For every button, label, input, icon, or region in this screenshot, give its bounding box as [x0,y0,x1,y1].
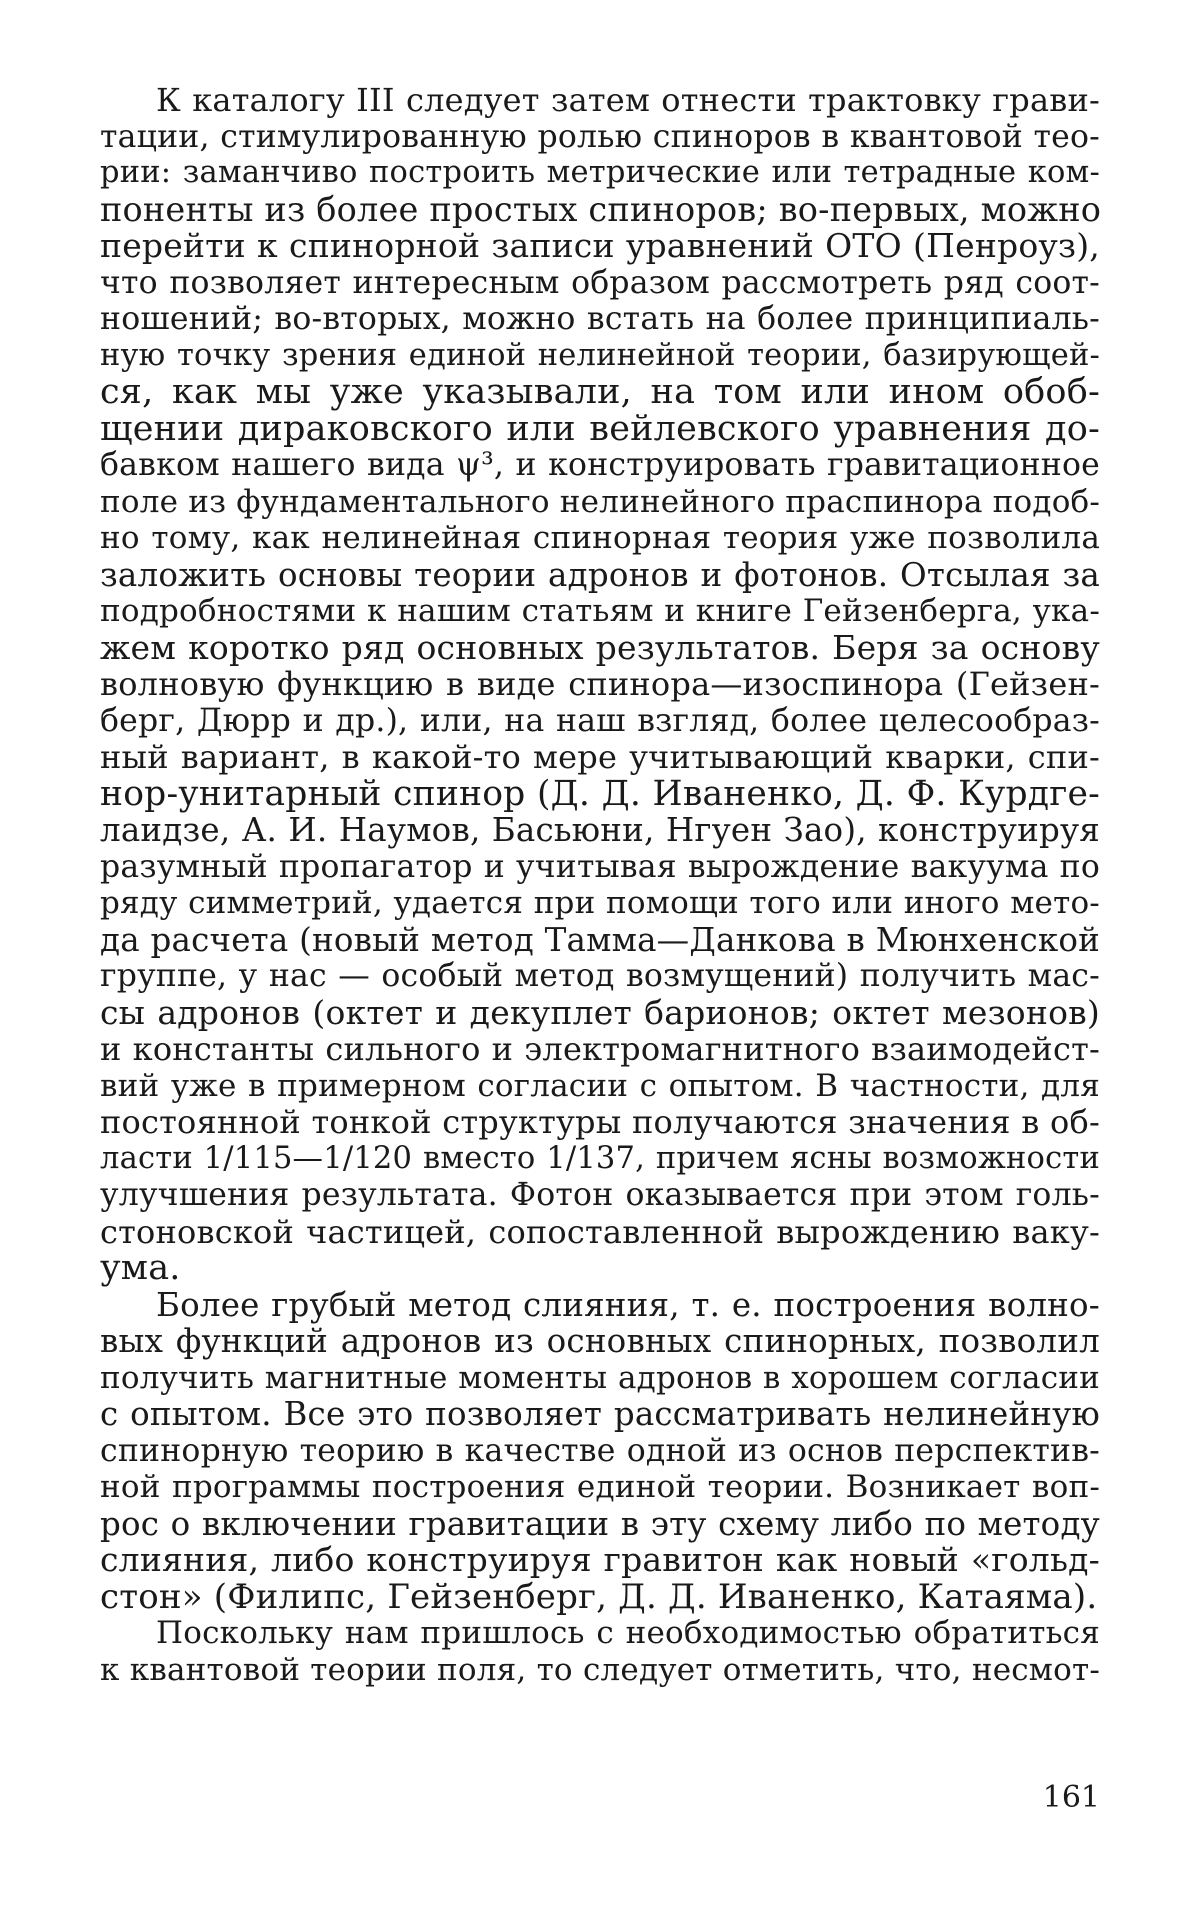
text-line: получить магнитные моменты адронов в хорошем согласии [100,1359,1100,1396]
text-line: улучшения результата. Фотон оказывается при этом голь- [100,1177,1100,1213]
text-line: вых функций адронов из основных спинорных, позволил [100,1322,1100,1360]
text-line: но тому, как нелинейная спинорная теория уже позволила [100,520,1100,556]
text-line: ума. [100,1248,181,1288]
text-line: рос о включении гравитации в эту схему либо по методу [100,1504,1100,1543]
text-line: жем коротко ряд основных результатов. Беря за основу [100,627,1100,667]
text-line: сы адронов (октет и декуплет барионов; октет мезонов) [100,992,1100,1032]
text-line: подробностями к нашим статьям и книге Гейзенберга, ука- [100,593,1100,629]
text-line: ной программы построения единой теории. Возникает воп- [100,1469,1100,1505]
text-line: ласти 1/115—1/120 вместо 1/137, причем ясны возможности [100,1140,1100,1176]
text-line: разумный пропагатор и учитывая вырождение вакуума по [100,848,1100,885]
text-line: заложить основы теории адронов и фотонов. Отсылая за [100,555,1100,594]
text-line: щении дираковского или вейлевского уравнения до- [100,408,1100,449]
text-line: рии: заманчиво построить метрические или тетрадные ком- [100,155,1100,190]
text-line: с опытом. Все это позволяет рассматривать нелинейную [100,1395,1100,1433]
text-line: перейти к спинорной записи уравнений ОТО (Пенроуз), [100,226,1100,265]
text-line: Более грубый метод слияния, т. е. построения волно- [156,1285,1100,1324]
text-line: Поскольку нам пришлось с необходимостью обратиться [156,1615,1100,1651]
text-line: К каталогу III следует затем отнести трактовку грави- [156,81,1100,119]
text-line: тации, стимулированную ролью спиноров в квантовой тео- [100,118,1100,155]
text-line: постоянной тонкой структуры получаются значения в об- [100,1103,1100,1141]
text-line: ся, как мы уже указывали, на том или ином обоб- [100,372,1100,412]
page-number: 161 [1042,1780,1100,1815]
text-line: поненты из более простых спиноров; во-первых, можно [100,189,1102,229]
text-line: и константы сильного и электромагнитного взаимодейст- [100,1030,1100,1068]
text-line: нор-унитарный спинор (Д. Д. Иваненко, Д. Ф. Курдге- [100,773,1100,814]
text-line: да расчета (новый метод Тамма—Данкова в Мюнхенской [100,920,1100,959]
text-line: слияния, либо конструируя гравитон как новый «гольд- [100,1540,1100,1579]
text-line: группе, у нас — особый метод возмущений) получить мас- [100,958,1100,994]
text-line: к квантовой теории поля, то следует отметить, что, несмот- [100,1651,1100,1688]
text-line: лаидзе, А. И. Наумов, Басьюни, Нгуен Зао), конструируя [100,811,1100,849]
text-line: бавком нашего вида ψ³, и конструировать гравитационное [100,447,1100,483]
body-text [100,82,1100,1688]
text-line: берг, Дюрр и др.), или, на наш взгляд, более целесообраз- [100,702,1100,739]
text-line: волновую функцию в виде спинора—изоспинора (Гейзен- [100,665,1100,703]
text-line: стоновской частицей, сопоставленной вырождению ваку- [100,1212,1100,1251]
text-line: ношений; во-вторых, можно встать на более принципиаль- [100,301,1100,337]
text-line: вий уже в примерном согласии с опытом. В частности, для [100,1067,1100,1104]
text-line: ный вариант, в какой-то мере учитывающий кварки, спи- [100,738,1100,776]
text-line: поле из фундаментального нелинейного праспинора подоб- [100,483,1101,520]
text-line: ную точку зрения единой нелинейной теории, базирующей- [100,337,1100,373]
text-line: стон» (Филипс, Гейзенберг, Д. Д. Иваненко, Катаяма). [100,1576,1098,1617]
text-line: спинорную теорию в качестве одной из основ перспектив- [100,1432,1100,1469]
text-line: что позволяет интересным образом рассмотреть ряд соот- [100,264,1100,301]
text-line: ряду симметрий, удается при помощи того или иного мето- [100,885,1100,921]
